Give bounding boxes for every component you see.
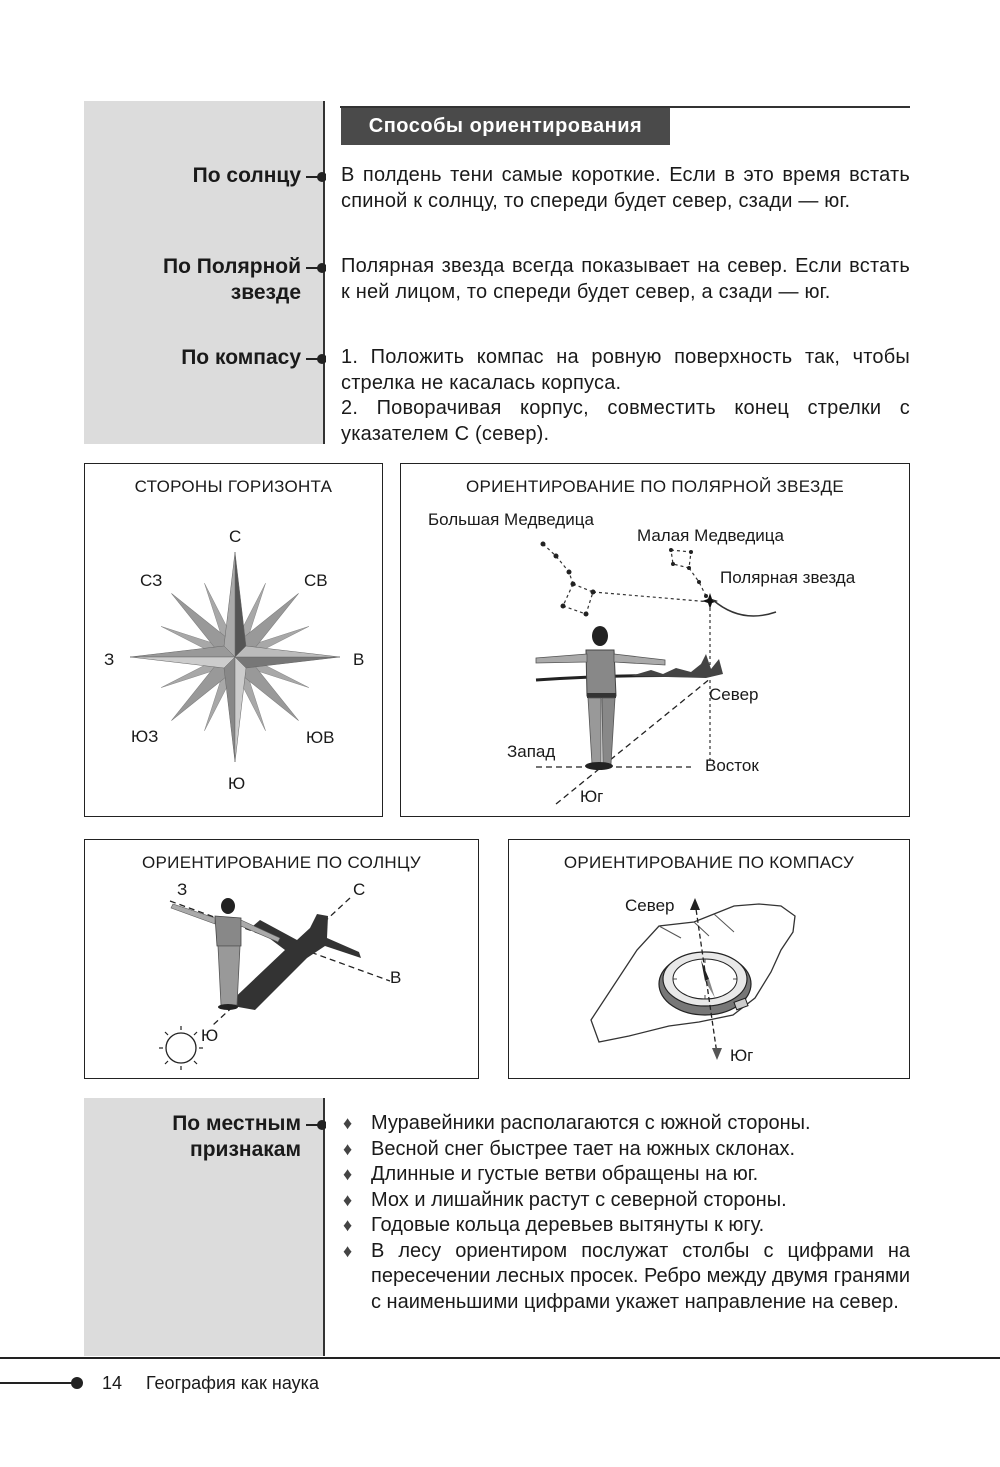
- big-dipper-label: Большая Медведица: [428, 510, 594, 529]
- connector-dot-icon: [306, 171, 326, 183]
- east-label: Восток: [705, 756, 759, 775]
- dir-ne: СВ: [304, 571, 328, 590]
- list-item: ♦ Весной снег быстрее тает на южных склонах.: [341, 1137, 910, 1163]
- method-step-1: 1. Положить компас на ровную поверхность так, чтобы стрелка не касалась корпуса.: [341, 346, 910, 394]
- horizon-diagram: [84, 463, 383, 817]
- connector-dot-icon: [306, 262, 326, 274]
- connector-dot-icon: [306, 353, 326, 365]
- method-label-sun: По солнцу: [192, 164, 301, 187]
- list-item: ♦ Мох и лишайник растут с северной стороны.: [341, 1188, 910, 1214]
- polaris-diagram: [400, 463, 910, 817]
- footer-dot-icon: [0, 1376, 90, 1390]
- sun-title: ОРИЕНТИРОВАНИЕ ПО СОЛНЦУ: [142, 853, 421, 872]
- sun-scene-illustration: [85, 840, 478, 1078]
- method-label-compass: По компасу: [181, 346, 301, 369]
- compass-diagram: [508, 839, 910, 1079]
- bottom-divider: [323, 1098, 325, 1356]
- compass-south-label: Юг: [730, 1046, 754, 1065]
- method-text-polaris: Полярная звезда всегда показывает на север. Если встать к ней лицом, то спереди будет север, а сзади — юг.: [341, 255, 910, 303]
- local-signs-list: [341, 1111, 910, 1315]
- dir-e: В: [353, 650, 365, 669]
- footer-section: География как наука: [146, 1373, 319, 1393]
- south-label: Юг: [580, 787, 604, 806]
- compass-title: ОРИЕНТИРОВАНИЕ ПО КОМПАСУ: [563, 853, 855, 872]
- local-signs-label: По местным признакам: [172, 1112, 301, 1161]
- sun-dir-n: С: [353, 880, 366, 899]
- polaris-label: Полярная звезда: [720, 568, 856, 587]
- list-item: ♦ В лесу ориентиром послужат столбы с цифрами на пересечении лесных просек. Ребро между двумя гранями с наименьшими цифрами укажет направление на север.: [341, 1239, 910, 1316]
- connector-dot-icon: [306, 1119, 326, 1131]
- polaris-title: ОРИЕНТИРОВАНИЕ ПО ПОЛЯРНОЙ ЗВЕЗДЕ: [465, 477, 845, 496]
- dir-sw: ЮЗ: [131, 727, 159, 746]
- dir-s: Ю: [228, 774, 246, 793]
- method-step-2: 2. Поворачивая корпус, совместить конец стрелки с указателем С (север).: [341, 397, 910, 445]
- dir-se: ЮВ: [306, 728, 335, 747]
- method-label-polaris: По Полярной звезде: [163, 255, 301, 304]
- section-title: Способы ориентирования: [341, 108, 670, 145]
- list-item: ♦ Годовые кольца деревьев вытянуты к югу.: [341, 1213, 910, 1239]
- dir-nw: СЗ: [140, 571, 163, 590]
- list-item: ♦ Муравейники располагаются с южной стороны.: [341, 1111, 910, 1137]
- method-text-sun: В полдень тени самые короткие. Если в это время встать спиной к солнцу, то спереди будет север, сзади — юг.: [341, 164, 910, 212]
- sun-dir-s: Ю: [201, 1026, 219, 1045]
- dir-n: С: [229, 527, 242, 546]
- sun-dir-w: З: [177, 880, 188, 899]
- north-label: Север: [709, 685, 759, 704]
- compass-rose-icon: [85, 464, 382, 816]
- sun-dir-e: В: [390, 968, 402, 987]
- west-label: Запад: [507, 742, 556, 761]
- footer-rule: [0, 1357, 1000, 1359]
- little-dipper-label: Малая Медведица: [637, 526, 784, 545]
- compass-north-label: Север: [625, 896, 675, 915]
- page-number: 14: [102, 1373, 123, 1393]
- sun-diagram: [84, 839, 479, 1079]
- list-item: ♦ Длинные и густые ветви обращены на юг.: [341, 1162, 910, 1188]
- horizon-title: СТОРОНЫ ГОРИЗОНТА: [134, 477, 333, 496]
- dir-w: З: [104, 650, 115, 669]
- hand-compass-illustration: [509, 840, 909, 1078]
